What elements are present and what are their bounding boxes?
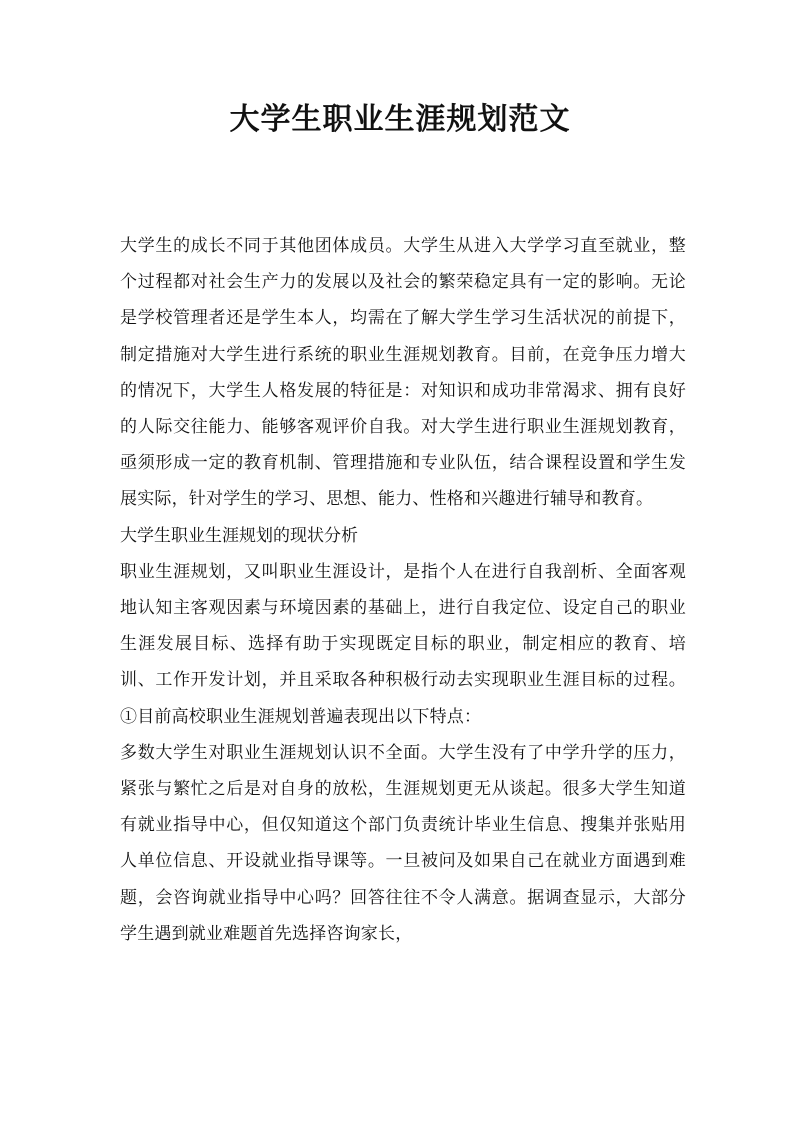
document-body <box>120 228 686 952</box>
section-heading: 大学生职业生涯规划的现状分析 <box>120 525 358 546</box>
paragraph-awareness: 多数大学生对职业生涯规划认识不全面。大学生没有了中学升学的压力，紧张与繁忙之后是对自身的放松，生涯规划更无从谈起。很多大学生知道有就业指导中心，但仅知道这个部门负责统计毕业生信息、搜集并张贴用人单位信息、开设就业指导课等。一旦被问及如果自己在就业方面遇到难题，会咨询就业指导中心吗？回答往往不令人满意。据调查显示，大部分学生遇到就业难题首先选择咨询家长， <box>120 742 686 944</box>
paragraph-definition: 职业生涯规划，又叫职业生涯设计，是指个人在进行自我剖析、全面客观地认知主客观因素与环境因素的基础上，进行自我定位、设定自己的职业生涯发展目标、选择有助于实现既定目标的职业，制定相应的教育、培训、工作开发计划，并且采取各种积极行动去实现职业生涯目标的过程。①目前高校职业生涯规划普遍表现出以下特点： <box>120 561 686 727</box>
paragraph-intro: 大学生的成长不同于其他团体成员。大学生从进入大学学习直至就业，整个过程都对社会生产力的发展以及社会的繁荣稳定具有一定的影响。无论是学校管理者还是学生本人，均需在了解大学生学习生活状况的前提下，制定措施对大学生进行系统的职业生涯规划教育。目前，在竞争压力增大的情况下，大学生人格发展的特征是：对知识和成功非常渴求、拥有良好的人际交往能力、能够客观评价自我。对大学生进行职业生涯规划教育，亟须形成一定的教育机制、管理措施和专业队伍，结合课程设置和学生发展实际，针对学生的学习、思想、能力、性格和兴趣进行辅导和教育。 <box>120 236 686 510</box>
document-title: 大学生职业生涯规划范文 <box>229 102 571 137</box>
